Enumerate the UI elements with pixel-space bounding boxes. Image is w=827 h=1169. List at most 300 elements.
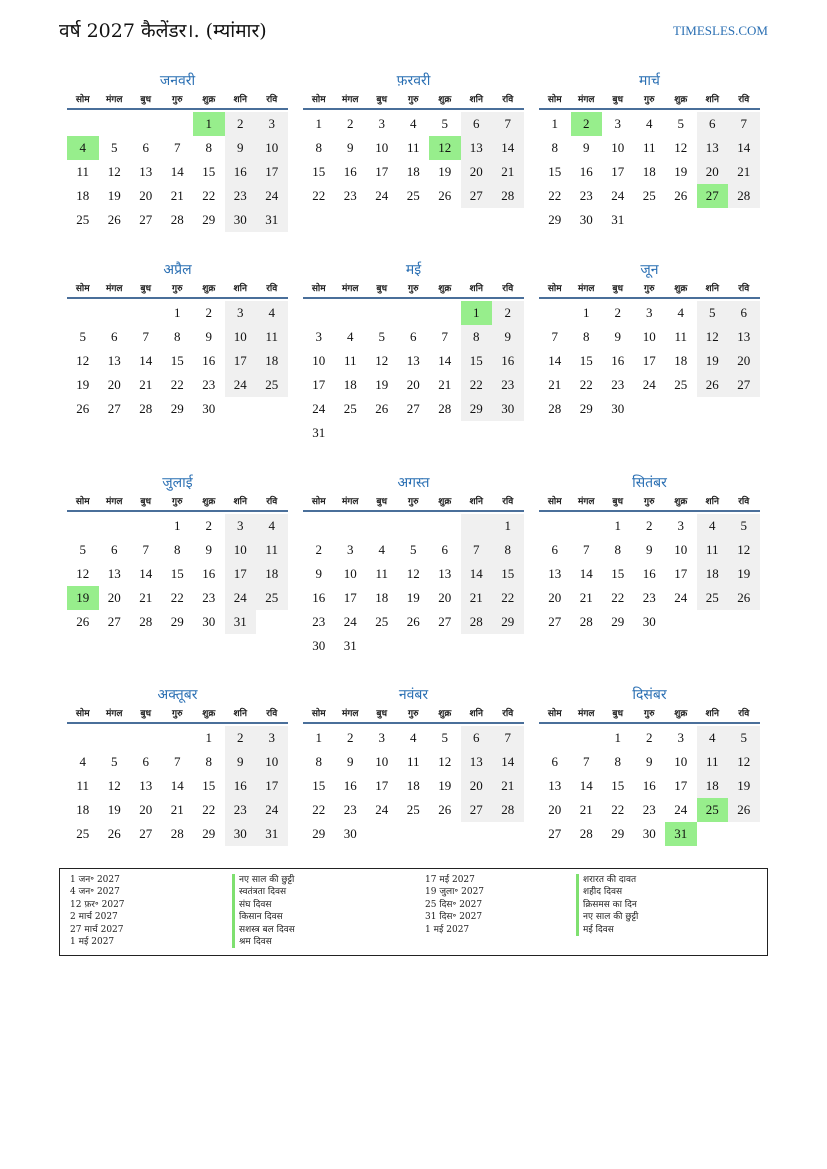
weekday-label: शुक्र — [674, 497, 688, 507]
weekday-label: गुरु — [644, 95, 655, 105]
day-cell: 24 — [343, 614, 357, 629]
weekday-label: रवि — [266, 95, 278, 105]
day-cell: 14 — [492, 750, 524, 774]
day-cell: 6 — [111, 542, 118, 557]
day-cell: 6 — [142, 754, 149, 769]
weekday-label: शुक्र — [674, 709, 688, 719]
legend-date: 25 दिस॰ 2027 — [425, 899, 483, 910]
empty-cell — [492, 822, 524, 846]
weekday-label: शुक्र — [438, 497, 452, 507]
weekday-label: मंगल — [341, 709, 359, 719]
day-cell: 17 — [343, 590, 357, 605]
day-cell: 17 — [225, 562, 257, 586]
day-cell: 20 — [107, 590, 121, 605]
day-cell: 13 — [139, 164, 153, 179]
day-cell: 3 — [225, 514, 257, 538]
day-cell: 27 — [697, 184, 729, 208]
day-cell: 24 — [312, 401, 326, 416]
day-cell: 23 — [642, 802, 656, 817]
day-cell: 26 — [406, 614, 420, 629]
day-cell: 28 — [461, 610, 493, 634]
day-cell: 10 — [225, 538, 257, 562]
day-cell: 25 — [642, 188, 656, 203]
empty-cell — [697, 208, 729, 232]
legend-names-2 — [576, 874, 638, 936]
day-cell: 5 — [677, 116, 684, 131]
day-cell: 19 — [107, 802, 121, 817]
day-grid — [539, 112, 760, 232]
empty-cell — [366, 634, 398, 658]
day-cell: 2 — [205, 305, 212, 320]
day-cell: 23 — [579, 188, 593, 203]
day-cell: 4 — [646, 116, 653, 131]
day-cell: 12 — [107, 164, 121, 179]
day-cell: 14 — [170, 164, 184, 179]
weekday-label: गुरु — [408, 284, 419, 294]
empty-cell — [256, 610, 288, 634]
legend-holiday-name: मई दिवस — [576, 924, 638, 936]
weekday-label: शनि — [469, 497, 483, 507]
month-block — [539, 473, 760, 634]
empty-cell — [728, 397, 760, 421]
month-name: फ़रवरी — [396, 73, 431, 89]
day-cell: 27 — [406, 401, 420, 416]
day-cell: 28 — [139, 401, 153, 416]
day-cell: 24 — [375, 802, 389, 817]
day-cell: 13 — [461, 750, 493, 774]
day-cell: 19 — [728, 562, 760, 586]
day-cell: 16 — [202, 566, 216, 581]
day-cell: 12 — [375, 353, 389, 368]
day-cell: 16 — [343, 164, 357, 179]
weekday-label: सोम — [75, 709, 90, 719]
day-cell: 30 — [579, 212, 593, 227]
day-cell: 13 — [139, 778, 153, 793]
day-cell: 28 — [548, 401, 562, 416]
legend-holiday-name: किसान दिवस — [232, 911, 295, 923]
day-cell: 1 — [315, 730, 322, 745]
day-cell: 6 — [461, 726, 493, 750]
day-cell: 26 — [76, 401, 90, 416]
day-cell: 23 — [492, 373, 524, 397]
day-cell: 14 — [139, 566, 153, 581]
day-cell: 16 — [611, 353, 625, 368]
day-cell: 13 — [406, 353, 420, 368]
month-name: जुलाई — [162, 475, 193, 491]
day-cell: 25 — [406, 188, 420, 203]
day-cell: 29 — [202, 212, 216, 227]
day-cell: 15 — [492, 562, 524, 586]
empty-cell — [225, 397, 257, 421]
day-cell: 11 — [642, 140, 656, 155]
weekday-header — [67, 93, 288, 110]
weekday-label: बुध — [612, 497, 624, 507]
day-cell: 1 — [492, 514, 524, 538]
empty-cell — [130, 726, 162, 750]
day-cell: 18 — [375, 590, 389, 605]
day-cell: 20 — [548, 802, 562, 817]
day-cell: 19 — [76, 377, 90, 392]
day-cell: 5 — [111, 754, 118, 769]
day-cell: 2 — [646, 518, 653, 533]
day-cell: 25 — [406, 802, 420, 817]
day-grid — [539, 301, 760, 421]
day-cell: 11 — [76, 778, 90, 793]
weekday-label: सोम — [75, 497, 90, 507]
day-cell: 21 — [579, 590, 593, 605]
empty-cell — [335, 514, 367, 538]
weekday-label: बुध — [140, 284, 152, 294]
day-cell: 23 — [343, 802, 357, 817]
day-cell: 9 — [492, 325, 524, 349]
day-cell: 25 — [76, 826, 90, 841]
weekday-header — [539, 93, 760, 110]
day-cell: 26 — [107, 826, 121, 841]
day-cell: 31 — [611, 212, 625, 227]
month-name: मई — [405, 262, 422, 278]
weekday-header — [303, 93, 524, 110]
day-cell: 31 — [665, 822, 697, 846]
day-cell: 7 — [728, 112, 760, 136]
month-name: मार्च — [639, 73, 660, 89]
weekday-label: मंगल — [341, 95, 359, 105]
day-cell: 7 — [142, 329, 149, 344]
day-cell: 18 — [343, 377, 357, 392]
day-cell: 30 — [312, 638, 326, 653]
month-name: नवंबर — [398, 687, 429, 703]
weekday-label: गुरु — [172, 497, 183, 507]
day-cell: 20 — [139, 802, 153, 817]
weekday-header — [303, 495, 524, 512]
weekday-label: शनि — [233, 95, 247, 105]
day-cell: 21 — [170, 188, 184, 203]
day-cell: 22 — [202, 802, 216, 817]
day-cell: 21 — [139, 590, 153, 605]
day-cell: 14 — [579, 778, 593, 793]
empty-cell — [728, 822, 760, 846]
day-cell: 2 — [225, 726, 257, 750]
day-cell: 20 — [548, 590, 562, 605]
month-name: जनवरी — [159, 73, 196, 89]
day-cell: 22 — [611, 802, 625, 817]
empty-cell — [99, 726, 131, 750]
weekday-label: मंगल — [105, 497, 123, 507]
empty-cell — [461, 822, 493, 846]
day-cell: 22 — [492, 586, 524, 610]
empty-cell — [665, 610, 697, 634]
day-cell: 22 — [202, 188, 216, 203]
day-cell: 2 — [614, 305, 621, 320]
day-cell: 13 — [728, 325, 760, 349]
day-cell: 19 — [375, 377, 389, 392]
day-cell: 22 — [170, 590, 184, 605]
weekday-label: सोम — [547, 95, 562, 105]
day-cell: 7 — [174, 140, 181, 155]
empty-cell — [697, 397, 729, 421]
day-cell: 29 — [492, 610, 524, 634]
month-block — [67, 260, 288, 421]
day-cell: 20 — [461, 160, 493, 184]
day-cell: 23 — [642, 590, 656, 605]
day-cell: 22 — [312, 802, 326, 817]
day-cell: 27 — [728, 373, 760, 397]
day-cell: 19 — [406, 590, 420, 605]
day-cell: 10 — [674, 542, 688, 557]
day-cell: 8 — [614, 542, 621, 557]
day-cell: 20 — [107, 377, 121, 392]
day-cell: 17 — [674, 566, 688, 581]
day-cell: 20 — [697, 160, 729, 184]
day-cell: 18 — [406, 778, 420, 793]
day-cell: 12 — [76, 353, 90, 368]
empty-cell — [429, 634, 461, 658]
day-cell: 1 — [193, 112, 225, 136]
day-grid — [303, 112, 524, 208]
empty-cell — [67, 514, 99, 538]
weekday-label: शनि — [469, 95, 483, 105]
day-cell: 4 — [256, 514, 288, 538]
month-block — [67, 473, 288, 634]
day-cell: 29 — [548, 212, 562, 227]
day-cell: 29 — [170, 614, 184, 629]
day-cell: 16 — [225, 774, 257, 798]
legend-holiday-name: संघ दिवस — [232, 899, 295, 911]
day-cell: 28 — [728, 184, 760, 208]
day-cell: 6 — [441, 542, 448, 557]
legend-holiday-name: नए साल की छुट्टी — [576, 911, 638, 923]
day-cell: 17 — [642, 353, 656, 368]
day-cell: 13 — [548, 778, 562, 793]
day-cell: 26 — [728, 798, 760, 822]
day-cell: 23 — [202, 377, 216, 392]
day-grid — [303, 514, 524, 658]
day-cell: 28 — [579, 614, 593, 629]
day-cell: 26 — [438, 802, 452, 817]
legend-holiday-name: नए साल की छुट्टी — [232, 874, 295, 886]
day-cell: 5 — [441, 116, 448, 131]
day-cell: 15 — [312, 778, 326, 793]
day-cell: 10 — [343, 566, 357, 581]
weekday-label: शनि — [233, 497, 247, 507]
day-cell: 28 — [139, 614, 153, 629]
day-cell: 27 — [107, 614, 121, 629]
day-cell: 19 — [438, 778, 452, 793]
day-grid — [539, 726, 760, 846]
empty-cell — [256, 397, 288, 421]
day-cell: 9 — [225, 750, 257, 774]
month-block — [539, 71, 760, 232]
empty-cell — [67, 112, 99, 136]
day-cell: 4 — [697, 726, 729, 750]
day-cell: 27 — [548, 614, 562, 629]
month-block — [67, 685, 288, 846]
day-cell: 21 — [139, 377, 153, 392]
weekday-label: रवि — [502, 284, 514, 294]
day-cell: 9 — [646, 754, 653, 769]
day-cell: 19 — [674, 164, 688, 179]
day-cell: 18 — [697, 562, 729, 586]
weekday-label: रवि — [502, 497, 514, 507]
day-cell: 4 — [677, 305, 684, 320]
day-cell: 8 — [205, 754, 212, 769]
day-cell: 13 — [548, 566, 562, 581]
day-cell: 28 — [579, 826, 593, 841]
day-cell: 4 — [697, 514, 729, 538]
day-cell: 4 — [378, 542, 385, 557]
day-cell: 2 — [205, 518, 212, 533]
legend-holiday-name: सशस्त्र बल दिवस — [232, 924, 295, 936]
empty-cell — [461, 634, 493, 658]
day-cell: 5 — [728, 514, 760, 538]
day-cell: 12 — [697, 325, 729, 349]
month-block — [67, 71, 288, 232]
day-cell: 3 — [378, 116, 385, 131]
day-cell: 25 — [343, 401, 357, 416]
day-cell: 1 — [461, 301, 493, 325]
day-cell: 13 — [697, 136, 729, 160]
empty-cell — [539, 514, 571, 538]
day-cell: 6 — [728, 301, 760, 325]
weekday-label: मंगल — [341, 497, 359, 507]
empty-cell — [130, 112, 162, 136]
day-cell: 8 — [551, 140, 558, 155]
site-link[interactable]: TIMESLES.COM — [673, 23, 768, 38]
day-cell: 21 — [461, 586, 493, 610]
weekday-label: बुध — [612, 284, 624, 294]
empty-cell — [335, 421, 367, 445]
day-cell: 2 — [347, 116, 354, 131]
empty-cell — [99, 112, 131, 136]
day-cell: 12 — [674, 140, 688, 155]
day-cell: 5 — [410, 542, 417, 557]
day-cell: 1 — [614, 518, 621, 533]
day-cell: 29 — [461, 397, 493, 421]
day-cell: 31 — [256, 822, 288, 846]
weekday-label: बुध — [376, 709, 388, 719]
day-cell: 10 — [256, 136, 288, 160]
day-cell: 11 — [674, 329, 688, 344]
day-cell: 24 — [375, 188, 389, 203]
weekday-label: मंगल — [105, 284, 123, 294]
day-cell: 13 — [461, 136, 493, 160]
day-cell: 9 — [347, 140, 354, 155]
day-cell: 19 — [697, 349, 729, 373]
empty-cell — [429, 822, 461, 846]
day-cell: 26 — [697, 373, 729, 397]
empty-cell — [665, 397, 697, 421]
day-cell: 11 — [406, 754, 420, 769]
day-cell: 7 — [461, 538, 493, 562]
legend-date: 19 जुला॰ 2027 — [425, 887, 485, 898]
day-cell: 17 — [611, 164, 625, 179]
day-cell: 7 — [441, 329, 448, 344]
day-cell: 30 — [492, 397, 524, 421]
empty-cell — [67, 726, 99, 750]
day-cell: 28 — [492, 184, 524, 208]
day-cell: 7 — [142, 542, 149, 557]
empty-cell — [398, 822, 430, 846]
day-cell: 10 — [375, 754, 389, 769]
day-cell: 24 — [256, 798, 288, 822]
empty-cell — [461, 514, 493, 538]
day-cell: 11 — [256, 325, 288, 349]
day-grid — [67, 301, 288, 421]
legend-date: 1 जन॰ 2027 — [70, 875, 120, 885]
day-cell: 22 — [312, 188, 326, 203]
day-cell: 3 — [256, 112, 288, 136]
day-cell: 22 — [170, 377, 184, 392]
weekday-label: मंगल — [577, 95, 595, 105]
day-cell: 16 — [642, 566, 656, 581]
day-cell: 27 — [139, 826, 153, 841]
empty-cell — [366, 301, 398, 325]
empty-cell — [366, 822, 398, 846]
day-cell: 15 — [579, 353, 593, 368]
day-cell: 29 — [611, 826, 625, 841]
legend-names-1 — [232, 874, 295, 948]
empty-cell — [366, 421, 398, 445]
month-name: अगस्त — [397, 475, 430, 491]
day-cell: 10 — [225, 325, 257, 349]
empty-cell — [492, 421, 524, 445]
day-cell: 15 — [170, 566, 184, 581]
day-cell: 11 — [256, 538, 288, 562]
day-cell: 2 — [492, 301, 524, 325]
month-name: सितंबर — [632, 475, 667, 491]
day-cell: 26 — [438, 188, 452, 203]
weekday-label: सोम — [547, 709, 562, 719]
weekday-label: बुध — [612, 709, 624, 719]
day-cell: 14 — [492, 136, 524, 160]
day-cell: 6 — [551, 542, 558, 557]
day-cell: 14 — [438, 353, 452, 368]
day-grid — [67, 726, 288, 846]
day-cell: 16 — [579, 164, 593, 179]
weekday-label: मंगल — [105, 709, 123, 719]
empty-cell — [303, 301, 335, 325]
legend-date: 1 मई 2027 — [70, 936, 115, 947]
day-cell: 6 — [111, 329, 118, 344]
day-cell: 25 — [697, 798, 729, 822]
weekday-label: मंगल — [577, 284, 595, 294]
day-cell: 30 — [343, 826, 357, 841]
day-cell: 1 — [174, 518, 181, 533]
empty-cell — [130, 514, 162, 538]
weekday-label: सोम — [311, 709, 326, 719]
day-cell: 17 — [312, 377, 326, 392]
day-cell: 1 — [614, 730, 621, 745]
legend-date: 27 मार्च 2027 — [70, 924, 124, 935]
day-cell: 17 — [256, 160, 288, 184]
weekday-label: शनि — [469, 709, 483, 719]
day-cell: 25 — [256, 373, 288, 397]
day-cell: 24 — [225, 373, 257, 397]
day-cell: 21 — [438, 377, 452, 392]
day-cell: 29 — [611, 614, 625, 629]
day-cell: 5 — [378, 329, 385, 344]
day-cell: 5 — [79, 542, 86, 557]
weekday-header — [539, 707, 760, 724]
empty-cell — [429, 514, 461, 538]
day-cell: 3 — [347, 542, 354, 557]
empty-cell — [429, 421, 461, 445]
legend-date: 17 मई 2027 — [425, 875, 475, 885]
day-cell: 25 — [76, 212, 90, 227]
day-cell: 30 — [225, 208, 257, 232]
day-cell: 19 — [438, 164, 452, 179]
day-cell: 17 — [225, 349, 257, 373]
month-block — [539, 260, 760, 421]
